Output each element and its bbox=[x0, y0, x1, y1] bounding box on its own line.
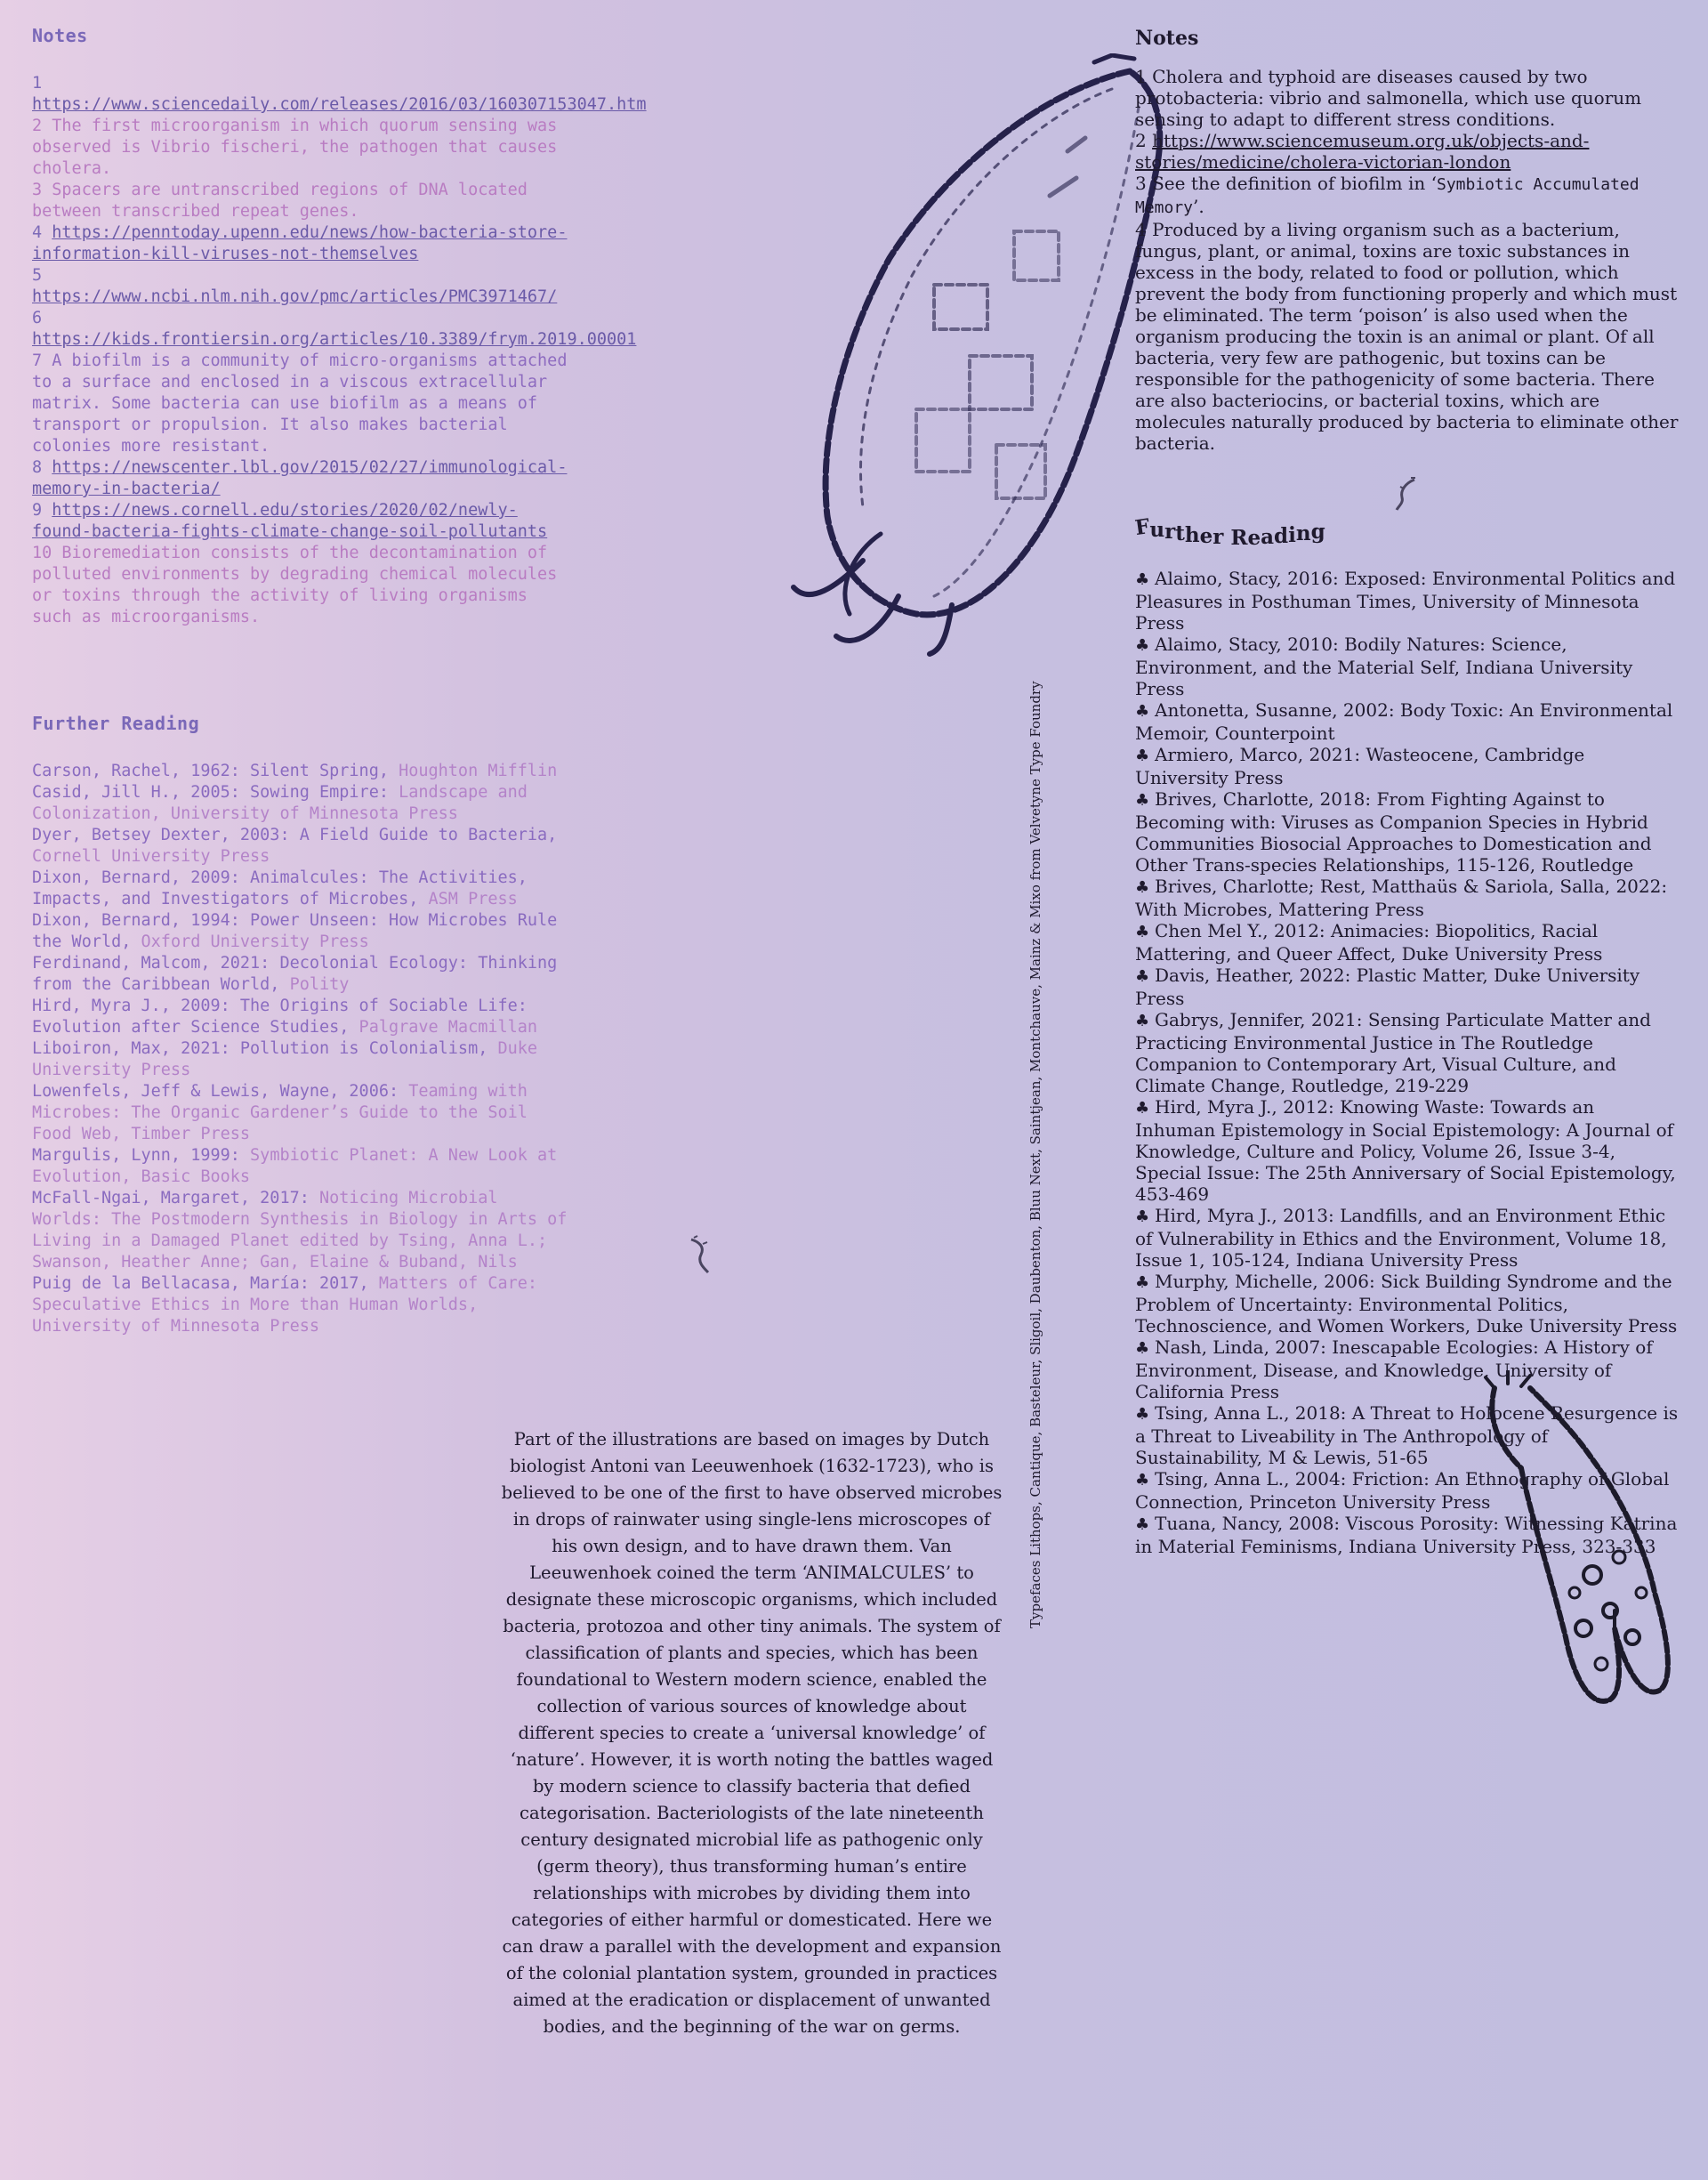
right-reading-item: ♣ Armiero, Marco, 2021: Wasteocene, Cambridge University Press bbox=[1135, 744, 1585, 788]
right-note-item: 4 Produced by a living organism such as a bacterium, fungus, plant, or animal, toxins are toxic substances in excess in the body, related to food or pollution, which prevent the body from functioning properly and which must be eliminated. The term ‘poison’ is also used when the organism producing the toxin is an animal or plant. Of all bacteria, very few are pathogenic, but toxins can be responsible for the pathogenicity of some bacteria. There are also bacteriocins, or bacterial toxins, which are molecules naturally produced by bacteria to eliminate other bacteria. bbox=[1135, 219, 1679, 454]
right-note-item: 1 Cholera and typhoid are diseases caused by two protobacteria: vibrio and salmonella, which use quorum sensing to adapt to different stress conditions. bbox=[1135, 66, 1642, 130]
right-reading-item: ♣ Tsing, Anna L., 2018: A Threat to Holocene Resurgence is a Threat to Liveability in The Anthropology of Sustainability, M & Lewis, 51-65 bbox=[1135, 1402, 1679, 1468]
left-note-item: 4 https://penntoday.upenn.edu/news/how-bacteria-store-information-kill-viruses-not-themselves bbox=[32, 223, 568, 263]
right-reading-item: ♣ Nash, Linda, 2007: Inescapable Ecologies: A History of Environment, Disease, and Knowledge, University of California Press bbox=[1135, 1336, 1653, 1402]
left-note-item: 9 https://news.cornell.edu/stories/2020/02/newly-found-bacteria-fights-climate-change-soil-pollutants bbox=[32, 501, 548, 541]
right-reading-item: ♣ Hird, Myra J., 2013: Landfills, and an Environment Ethic of Vulnerability in Ethics and the Environment, Volume 18, Issue 1, 105-124, Indiana University Press bbox=[1135, 1205, 1667, 1271]
clover-bullet-icon: ♣ bbox=[1135, 1273, 1150, 1292]
left-reading-item: Dixon, Bernard, 2009: Animalcules: The Activities, Impacts, and Investigators of Microbes, ASM Press bbox=[32, 868, 528, 908]
left-notes-list bbox=[32, 73, 647, 628]
clover-bullet-icon: ♣ bbox=[1135, 636, 1150, 655]
clover-bullet-icon: ♣ bbox=[1135, 1471, 1150, 1490]
clover-bullet-icon: ♣ bbox=[1135, 923, 1150, 941]
left-reading-item: Hird, Myra J., 2009: The Origins of Sociable Life: Evolution after Science Studies, Palgrave Macmillan bbox=[32, 997, 538, 1037]
right-reading-item: ♣ Antonetta, Susanne, 2002: Body Toxic: An Environmental Memoir, Counterpoint bbox=[1135, 699, 1673, 744]
illustrations-note-paragraph: Part of the illustrations are based on images by Dutch biologist Antoni van Leeuwenhoek (1632-1723), who is believed to be one of the first to have observed microbes in drops of rainwater using single-lens microscopes of his own design, and to have drawn them. Van Leeuwenhoek coined the term ‘ANIMALCULES’ to designate these microscopic organisms, which included bacteria, protozoa and other tiny animals. The system of classification of plants and species, which has been foundational to Western modern science, enabled the collection of various sources of knowledge about different species to create a ‘universal knowledge’ of ‘nature’. However, it is worth noting the battles waged by modern science to classify bacteria that defied categorisation. Bacteriologists of the late nineteenth century designated microbial life as pathogenic only (germ theory), thus transforming human’s entire relationships with microbes by dividing them into categories of either harmful or domesticated. Here we can draw a parallel with the development and expansion of the colonial plantation system, grounded in practices aimed at the eradication or displacement of unwanted bodies, and the beginning of the war on germs. bbox=[501, 1428, 1003, 2037]
right-notes-list bbox=[1135, 66, 1680, 454]
left-column bbox=[32, 25, 647, 1336]
clover-bullet-icon: ♣ bbox=[1135, 702, 1150, 721]
right-note-link[interactable]: https://www.sciencemuseum.org.uk/objects-and-stories/medicine/cholera-victorian-london bbox=[1135, 130, 1590, 173]
clover-bullet-icon: ♣ bbox=[1135, 1099, 1150, 1118]
colophon-text: Typefaces Lithops, Cantique, Basteleur, Sligoil, Daubenton, Bluu Next, Saintjean, Montchauve, Mainz & Mixo from Velvetyne Type Foundry bbox=[1027, 681, 1043, 1628]
right-notes-heading: Notes bbox=[1135, 27, 1199, 50]
right-note-item: 3 See the definition of biofilm in ‘Symbiotic Accumulated Memory’. bbox=[1135, 173, 1640, 217]
clover-bullet-icon: ♣ bbox=[1135, 1515, 1150, 1534]
left-note-item: 1 https://www.sciencedaily.com/releases/2016/03/160307153047.htm bbox=[32, 74, 647, 114]
left-reading-item: Margulis, Lynn, 1999: Symbiotic Planet: A New Look at Evolution, Basic Books bbox=[32, 1146, 558, 1186]
right-note-item: 2 https://www.sciencemuseum.org.uk/objects-and-stories/medicine/cholera-victorian-london bbox=[1135, 130, 1590, 173]
right-reading-item: ♣ Gabrys, Jennifer, 2021: Sensing Particulate Matter and Practicing Environmental Justice in The Routledge Companion to Contemporary Art, Visual Culture, and Climate Change, Routledge, 219-229 bbox=[1135, 1009, 1651, 1096]
clover-bullet-icon: ♣ bbox=[1135, 878, 1150, 897]
left-note-link[interactable]: https://kids.frontiersin.org/articles/10.3389/frym.2019.00001 bbox=[32, 330, 637, 349]
right-reading-item: ♣ Brives, Charlotte, 2018: From Fighting Against to Becoming with: Viruses as Companion Species in Hybrid Communities Biosocial Approaches to Domestication and Other Trans-species Relationships, 115-126, Routledge bbox=[1135, 788, 1652, 876]
typeface-colophon bbox=[1022, 681, 1049, 1628]
small-squiggle-drawing bbox=[687, 1235, 713, 1276]
clover-bullet-icon: ♣ bbox=[1135, 1012, 1150, 1030]
left-reading-item: Liboiron, Max, 2021: Pollution is Colonialism, Duke University Press bbox=[32, 1039, 538, 1079]
clover-bullet-icon: ♣ bbox=[1135, 1339, 1150, 1358]
right-reading-section bbox=[1133, 513, 1680, 1557]
left-note-link[interactable]: https://www.ncbi.nlm.nih.gov/pmc/articles/PMC3971467/ bbox=[32, 287, 558, 306]
left-reading-item: McFall-Ngai, Margaret, 2017: Noticing Microbial Worlds: The Postmodern Synthesis in Biology in Arts of Living in a Damaged Planet edited by Tsing, Anna L.; Swanson, Heather Anne; Gan, Elaine & Buband, Nils bbox=[32, 1189, 568, 1272]
left-reading-item: Dixon, Bernard, 1994: Power Unseen: How Microbes Rule the World, Oxford University Press bbox=[32, 911, 558, 951]
right-reading-item: ♣ Hird, Myra J., 2012: Knowing Waste: Towards an Inhuman Epistemology in Social Epistemology: A Journal of Knowledge, Culture and Policy, Volume 26, Issue 3-4, Special Issue: The 25th Anniversary of Social Epistemology, 453-469 bbox=[1135, 1096, 1676, 1205]
clover-bullet-icon: ♣ bbox=[1135, 1405, 1150, 1424]
left-notes-heading: Notes bbox=[32, 25, 88, 46]
right-reading-item: ♣ Chen Mel Y., 2012: Animacies: Biopolitics, Racial Mattering, and Queer Affect, Duke University Press bbox=[1135, 920, 1603, 965]
small-squiggle-drawing bbox=[1393, 476, 1420, 512]
left-reading-list bbox=[32, 761, 575, 1337]
right-reading-item: ♣ Alaimo, Stacy, 2010: Bodily Natures: Science, Environment, and the Material Self, Indiana University Press bbox=[1135, 634, 1633, 699]
left-reading-item: Puig de la Bellacasa, María: 2017, Matters of Care: Speculative Ethics in More than Human Worlds, University of Minnesota Press bbox=[32, 1274, 538, 1336]
right-reading-item: ♣ Tuana, Nancy, 2008: Viscous Porosity: Witnessing Katrina in Material Feminisms, Indiana University Press, 323-333 bbox=[1135, 1513, 1678, 1557]
left-reading-heading: Further Reading bbox=[32, 713, 200, 734]
left-note-link[interactable]: https://penntoday.upenn.edu/news/how-bacteria-store-information-kill-viruses-not-themselves bbox=[32, 223, 568, 263]
clover-bullet-icon: ♣ bbox=[1135, 791, 1150, 810]
clover-bullet-icon: ♣ bbox=[1135, 1207, 1150, 1226]
left-note-item: 8 https://newscenter.lbl.gov/2015/02/27/immunological-memory-in-bacteria/ bbox=[32, 458, 568, 498]
left-reading-item: Carson, Rachel, 1962: Silent Spring, Houghton Mifflin bbox=[32, 762, 558, 780]
animalcule-large-drawing bbox=[783, 53, 1174, 658]
right-column bbox=[1133, 27, 1680, 1557]
left-note-link[interactable]: https://news.cornell.edu/stories/2020/02/newly-found-bacteria-fights-climate-change-soil-pollutants bbox=[32, 501, 548, 541]
left-reading-item: Ferdinand, Malcom, 2021: Decolonial Ecology: Thinking from the Caribbean World, Polity bbox=[32, 954, 558, 994]
right-reading-list bbox=[1135, 568, 1680, 1557]
right-reading-item: ♣ Tsing, Anna L., 2004: Friction: An Ethnography of Global Connection, Princeton University Press bbox=[1135, 1468, 1670, 1513]
right-reading-item: ♣ Alaimo, Stacy, 2016: Exposed: Environmental Politics and Pleasures in Posthuman Times, University of Minnesota Press bbox=[1135, 568, 1676, 634]
left-note-item: 3 Spacers are untranscribed regions of DNA located between transcribed repeat genes. bbox=[32, 181, 528, 221]
left-note-item: 6 https://kids.frontiersin.org/articles/10.3389/frym.2019.00001 bbox=[32, 309, 637, 349]
left-reading-section bbox=[32, 713, 575, 1337]
left-note-link[interactable]: https://www.sciencedaily.com/releases/2016/03/160307153047.htm bbox=[32, 95, 647, 114]
left-note-link[interactable]: https://newscenter.lbl.gov/2015/02/27/immunological-memory-in-bacteria/ bbox=[32, 458, 568, 498]
left-note-item: 10 Bioremediation consists of the decontamination of polluted environments by degrading chemical molecules or toxins through the activity of living organisms such as microorganisms. bbox=[32, 544, 558, 626]
clover-bullet-icon: ♣ bbox=[1135, 747, 1150, 765]
clover-bullet-icon: ♣ bbox=[1135, 967, 1150, 986]
left-note-item: 2 The first microorganism in which quorum sensing was observed is Vibrio fischeri, the pathogen that causes cholera. bbox=[32, 117, 558, 178]
left-reading-item: Lowenfels, Jeff & Lewis, Wayne, 2006: Teaming with Microbes: The Organic Gardener’s Guide to the Soil Food Web, Timber Press bbox=[32, 1082, 528, 1143]
left-note-item: 7 A biofilm is a community of micro-organisms attached to a surface and enclosed in a viscous extracellular matrix. Some bacteria can use biofilm as a means of transport or propulsion. It also makes bacterial colonies more resistant. bbox=[32, 351, 568, 456]
right-reading-item: ♣ Davis, Heather, 2022: Plastic Matter, Duke University Press bbox=[1135, 965, 1640, 1009]
left-note-item: 5 https://www.ncbi.nlm.nih.gov/pmc/articles/PMC3971467/ bbox=[32, 266, 558, 306]
right-reading-item: ♣ Murphy, Michelle, 2006: Sick Building Syndrome and the Problem of Uncertainty: Environmental Politics, Technoscience, and Women Workers, Duke University Press bbox=[1135, 1271, 1678, 1336]
right-reading-heading: Further Reading bbox=[1133, 513, 1325, 550]
right-reading-item: ♣ Brives, Charlotte; Rest, Matthaüs & Sariola, Salla, 2022: With Microbes, Mattering Press bbox=[1135, 876, 1668, 920]
left-reading-item: Dyer, Betsey Dexter, 2003: A Field Guide to Bacteria, Cornell University Press bbox=[32, 826, 558, 866]
left-reading-item: Casid, Jill H., 2005: Sowing Empire: Landscape and Colonization, University of Minnesota Press bbox=[32, 783, 528, 823]
clover-bullet-icon: ♣ bbox=[1135, 570, 1150, 589]
